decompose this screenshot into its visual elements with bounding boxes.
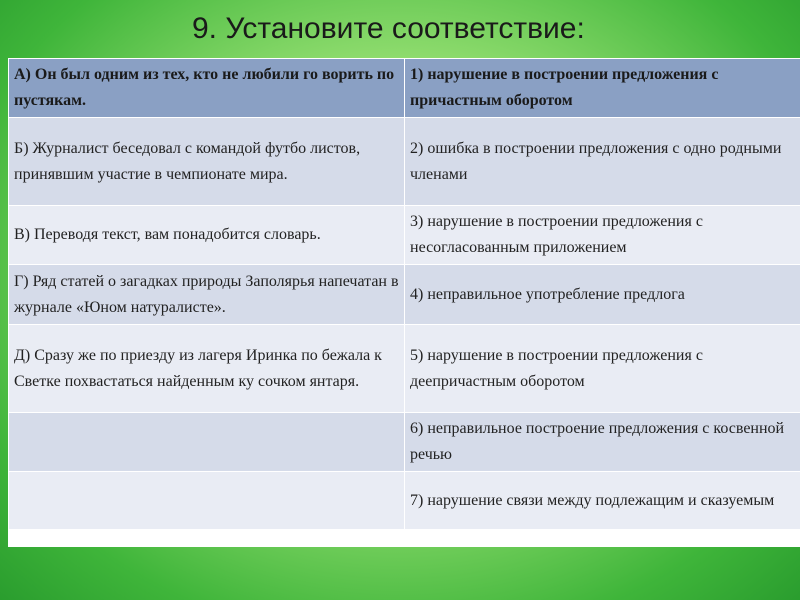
left-cell (9, 413, 405, 472)
right-cell: 7) нарушение связи между подлежащим и сказуемым (405, 472, 800, 530)
right-cell: 2) ошибка в построении предложения с одно родными членами (405, 118, 800, 206)
table-row (9, 206, 800, 265)
left-cell: Г) Ряд статей о загадках природы Заполярья напечатан в журнале «Юном натуралисте». (9, 265, 405, 325)
left-cell: А) Он был одним из тех, кто не любили го ворить по пустякам. (9, 59, 405, 118)
left-cell: Б) Журналист беседовал с командой футбо листов, принявшим участие в чемпионате мира. (9, 118, 405, 206)
left-cell: Д) Сразу же по приезду из лагеря Иринка по бежала к Светке похвастаться найденным ку сочком янтаря. (9, 325, 405, 413)
table-row (9, 59, 800, 118)
left-cell: В) Переводя текст, вам понадобится словарь. (9, 206, 405, 265)
table-row (9, 472, 800, 530)
right-cell: 5) нарушение в построении предложения с деепричастным оборотом (405, 325, 800, 413)
table-row (9, 265, 800, 325)
left-cell (9, 472, 405, 530)
right-cell: 4) неправильное употребление предлога (405, 265, 800, 325)
table-row (9, 413, 800, 472)
table-row (9, 118, 800, 206)
matching-table-container (8, 58, 800, 547)
slide-title: 9. Установите соответствие: (192, 12, 585, 45)
table-row (9, 325, 800, 413)
right-cell: 1) нарушение в построении предложения с причастным оборотом (405, 59, 800, 118)
right-cell: 3) нарушение в построении предложения с несогласованным приложением (405, 206, 800, 265)
right-cell: 6) неправильное построение предложения с косвенной речью (405, 413, 800, 472)
matching-table (8, 58, 800, 530)
